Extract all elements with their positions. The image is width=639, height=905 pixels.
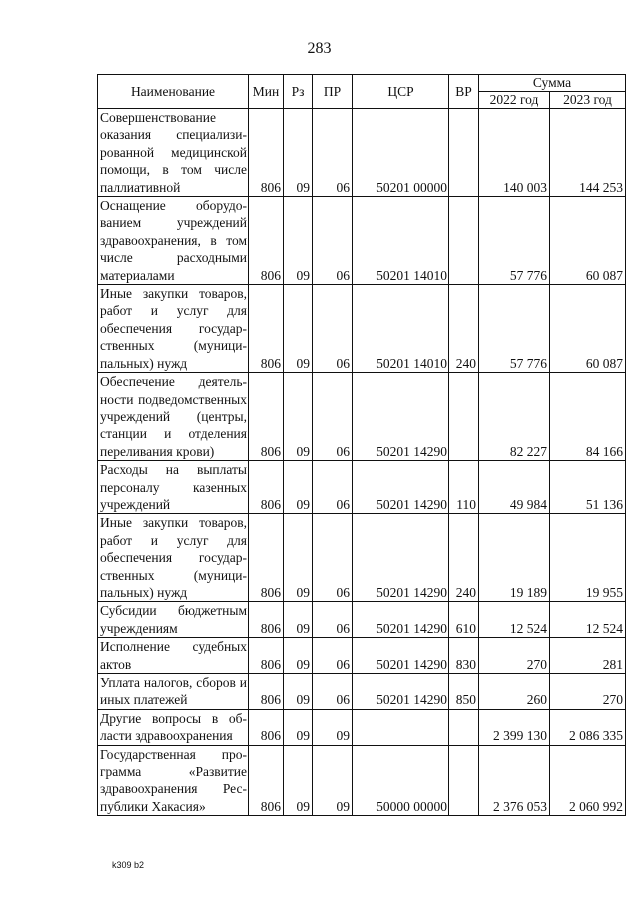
row-csr: 50201 14290 [353,674,449,710]
row-sum-2023: 2 086 335 [550,709,626,745]
table-row [98,638,626,674]
row-vr [449,373,479,461]
row-sum-2023: 2 060 992 [550,745,626,816]
row-sum-2023: 270 [550,674,626,710]
row-sum-2023: 12 524 [550,602,626,638]
row-name: Исполнение судебных актов [98,638,249,674]
row-min: 806 [249,745,284,816]
row-min: 806 [249,602,284,638]
row-vr [449,709,479,745]
row-min: 806 [249,674,284,710]
header-name: Наименование [98,75,249,109]
row-csr: 50201 14290 [353,461,449,514]
row-sum-2022: 49 984 [479,461,550,514]
row-pr: 06 [313,638,353,674]
header-vr: ВР [449,75,479,109]
row-min: 806 [249,638,284,674]
row-rz: 09 [284,638,313,674]
row-sum-2022: 2 376 053 [479,745,550,816]
row-vr: 110 [449,461,479,514]
row-rz: 09 [284,461,313,514]
row-csr: 50201 14010 [353,197,449,285]
row-sum-2022: 140 003 [479,109,550,197]
row-pr: 06 [313,373,353,461]
table-body [98,109,626,816]
row-rz: 09 [284,709,313,745]
row-min: 806 [249,197,284,285]
table-row [98,514,626,602]
row-min: 806 [249,709,284,745]
row-vr: 240 [449,285,479,373]
row-csr: 50201 14290 [353,638,449,674]
table-row [98,285,626,373]
table-row [98,602,626,638]
row-sum-2023: 281 [550,638,626,674]
row-rz: 09 [284,514,313,602]
row-pr: 09 [313,745,353,816]
row-vr: 240 [449,514,479,602]
header-year-2023: 2023 год [550,92,626,109]
row-sum-2023: 60 087 [550,197,626,285]
row-sum-2022: 2 399 130 [479,709,550,745]
table-row [98,197,626,285]
row-csr: 50201 14290 [353,602,449,638]
row-name: Расходы на выплаты персоналу казенных учреждений [98,461,249,514]
row-min: 806 [249,514,284,602]
row-rz: 09 [284,745,313,816]
row-rz: 09 [284,602,313,638]
row-vr: 830 [449,638,479,674]
table-row [98,709,626,745]
row-sum-2023: 51 136 [550,461,626,514]
row-sum-2022: 82 227 [479,373,550,461]
row-sum-2023: 60 087 [550,285,626,373]
row-sum-2022: 12 524 [479,602,550,638]
row-vr: 850 [449,674,479,710]
row-name: Уплата налогов, сборов и иных платежей [98,674,249,710]
row-rz: 09 [284,285,313,373]
row-pr: 06 [313,109,353,197]
row-name: Оснащение оборудованием учреждений здравоохранения, в том числе расходными материалами [98,197,249,285]
row-rz: 09 [284,373,313,461]
row-name: Иные закупки товаров, работ и услуг для обеспечения государственных (муниципальных) нужд [98,285,249,373]
table-row [98,373,626,461]
row-name: Другие вопросы в области здравоохранения [98,709,249,745]
row-pr: 06 [313,197,353,285]
row-pr: 06 [313,602,353,638]
row-pr: 06 [313,285,353,373]
row-min: 806 [249,109,284,197]
row-rz: 09 [284,109,313,197]
row-pr: 06 [313,674,353,710]
row-sum-2023: 19 955 [550,514,626,602]
row-sum-2022: 260 [479,674,550,710]
row-sum-2022: 57 776 [479,285,550,373]
row-sum-2022: 57 776 [479,197,550,285]
row-csr: 50201 14290 [353,373,449,461]
row-min: 806 [249,285,284,373]
header-year-2022: 2022 год [479,92,550,109]
row-csr: 50000 00000 [353,745,449,816]
row-vr: 610 [449,602,479,638]
row-rz: 09 [284,197,313,285]
table-row [98,745,626,816]
footer-code: k309 b2 [112,860,145,870]
row-name: Государственная программа «Развитие здравоохранения Республики Хакасия» [98,745,249,816]
row-vr [449,745,479,816]
header-pr: ПР [313,75,353,109]
row-sum-2022: 19 189 [479,514,550,602]
row-sum-2023: 144 253 [550,109,626,197]
header-sum: Сумма [479,75,626,92]
header-rz: Рз [284,75,313,109]
row-pr: 06 [313,461,353,514]
row-name: Иные закупки товаров, работ и услуг для обеспечения государственных (муниципальных) нужд [98,514,249,602]
row-name: Обеспечение деятельности подведомственных учреждений (центры, станции и отделения переливания крови) [98,373,249,461]
row-min: 806 [249,373,284,461]
row-pr: 09 [313,709,353,745]
table-row [98,674,626,710]
header-csr: ЦСР [353,75,449,109]
row-sum-2023: 84 166 [550,373,626,461]
budget-table [97,74,626,816]
row-csr: 50201 14290 [353,514,449,602]
row-vr [449,197,479,285]
row-rz: 09 [284,674,313,710]
row-name: Субсидии бюджетным учреждениям [98,602,249,638]
header-min: Мин [249,75,284,109]
row-name: Совершенствование оказания специализированной медицинской помощи, в том числе паллиативной [98,109,249,197]
row-min: 806 [249,461,284,514]
row-csr: 50201 00000 [353,109,449,197]
table-row [98,109,626,197]
row-csr: 50201 14010 [353,285,449,373]
row-pr: 06 [313,514,353,602]
row-sum-2022: 270 [479,638,550,674]
page-number: 283 [307,40,332,57]
row-vr [449,109,479,197]
table-row [98,461,626,514]
row-csr [353,709,449,745]
